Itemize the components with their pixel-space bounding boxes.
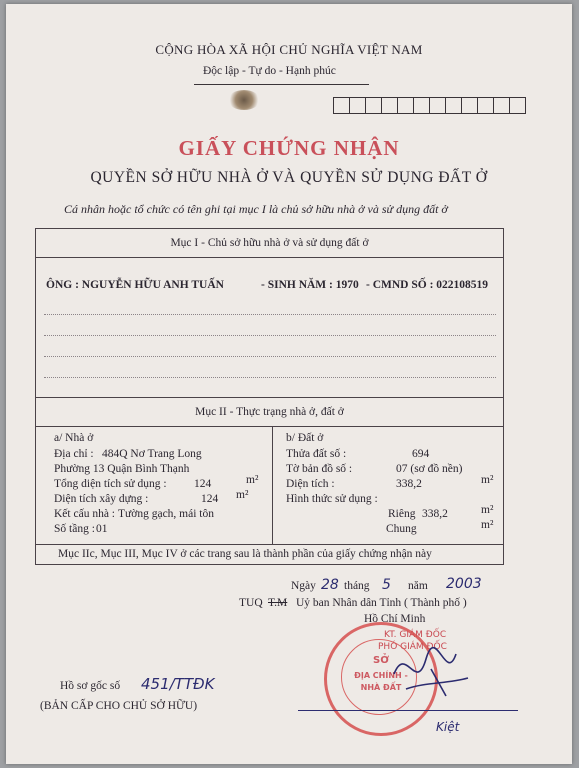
date-month: 5 (382, 577, 391, 593)
section-2-heading: Mục II - Thực trạng nhà ở, đất ở (195, 406, 344, 418)
land-label: b/ Đất ở (286, 432, 324, 444)
deputy-title: KT. GIÁM ĐỐC (384, 630, 447, 640)
file-number-value: 451/TTĐK (141, 675, 215, 693)
header-underline (194, 84, 369, 85)
signer-name: Kiệt (436, 720, 460, 734)
date-month-label: tháng (344, 580, 370, 592)
address-line2: Phường 13 Quận Bình Thạnh (54, 463, 190, 475)
shared-label: Chung (386, 523, 417, 535)
map-value: 07 (sơ đồ nền) (396, 463, 463, 475)
city-name: Hồ Chí Minh (364, 613, 426, 625)
shared-unit: m² (481, 519, 494, 531)
stamp-text-top: SỞ (373, 655, 389, 666)
country-header: CỘNG HÒA XÃ HỘI CHỦ NGHĨA VIỆT NAM (155, 42, 423, 57)
section-1 (35, 228, 504, 398)
committee-tm: T.M (268, 597, 288, 609)
committee-prefix: TUQ (239, 597, 263, 609)
address-label: Địa chỉ : (54, 448, 94, 460)
date-year-label: năm (408, 580, 428, 592)
section-note: Mục IIc, Mục III, Mục IV ở các trang sau là thành phần của giấy chứng nhận này (58, 548, 432, 560)
owner-name: ÔNG : NGUYỄN HỮU ANH TUẤN (46, 279, 224, 291)
copy-note: (BẢN CẤP CHO CHỦ SỞ HỮU) (40, 700, 198, 712)
map-label: Tờ bản đồ số : (286, 463, 353, 475)
plot-label: Thửa đất số : (286, 448, 347, 460)
date-day: 28 (321, 577, 339, 593)
land-area-unit: m² (481, 474, 494, 486)
certificate-page (6, 4, 572, 764)
floors-label: Số tầng : (54, 523, 95, 535)
private-unit: m² (481, 504, 494, 516)
house-label: a/ Nhà ở (54, 432, 94, 444)
address-value: 484Q Nơ Trang Long (102, 448, 202, 460)
plot-value: 694 (412, 448, 430, 460)
page-title: GIẤY CHỨNG NHẬN (178, 136, 400, 160)
land-area-value: 338,2 (396, 478, 422, 490)
intro-text: Cá nhân hoặc tổ chức có tên ghi tại mục I là chủ sở hữu nhà ở và sử dụng đất ở (64, 202, 448, 216)
structure-value: Tường gạch, mái tôn (118, 508, 214, 520)
owner-birth-year: - SINH NĂM : 1970 (261, 279, 359, 291)
section-2 (35, 396, 504, 565)
structure-label: Kết cấu nhà : (54, 508, 115, 520)
motto: Độc lập - Tự do - Hạnh phúc (203, 65, 336, 77)
private-label: Riêng (388, 508, 416, 520)
built-area-value: 124 (201, 493, 219, 505)
stamp-text-mid: ĐỊA CHÍNH - (354, 671, 408, 680)
built-area-label: Diện tích xây dựng : (54, 493, 149, 505)
stamp-text-bottom: NHÀ ĐẤT (360, 683, 402, 692)
total-area-label: Tổng diện tích sử dụng : (54, 478, 167, 490)
total-area-unit: m² (246, 474, 259, 486)
page-subtitle: QUYỀN SỞ HỮU NHÀ Ở VÀ QUYỀN SỬ DỤNG ĐẤT Ở (90, 169, 488, 186)
committee-name: Uỷ ban Nhân dân Tỉnh ( Thành phố ) (296, 597, 467, 609)
file-number-label: Hồ sơ gốc số (60, 680, 121, 692)
built-area-unit: m² (236, 489, 249, 501)
deputy-title-2: PHÓ GIÁM ĐỐC (378, 642, 447, 652)
signature (386, 634, 476, 704)
date-day-label: Ngày (291, 580, 316, 592)
serial-number-boxes (334, 97, 526, 114)
floors-value: 01 (96, 523, 108, 535)
stain-mark (228, 90, 260, 110)
usage-label: Hình thức sử dụng : (286, 493, 378, 505)
private-value: 338,2 (422, 508, 448, 520)
section-1-heading: Mục I - Chủ sở hữu nhà ở và sử dụng đất ở (170, 237, 369, 249)
date-year: 2003 (446, 576, 482, 592)
total-area-value: 124 (194, 478, 212, 490)
owner-id-number: - CMND SỐ : 022108519 (366, 279, 489, 291)
land-area-label: Diện tích : (286, 478, 335, 490)
